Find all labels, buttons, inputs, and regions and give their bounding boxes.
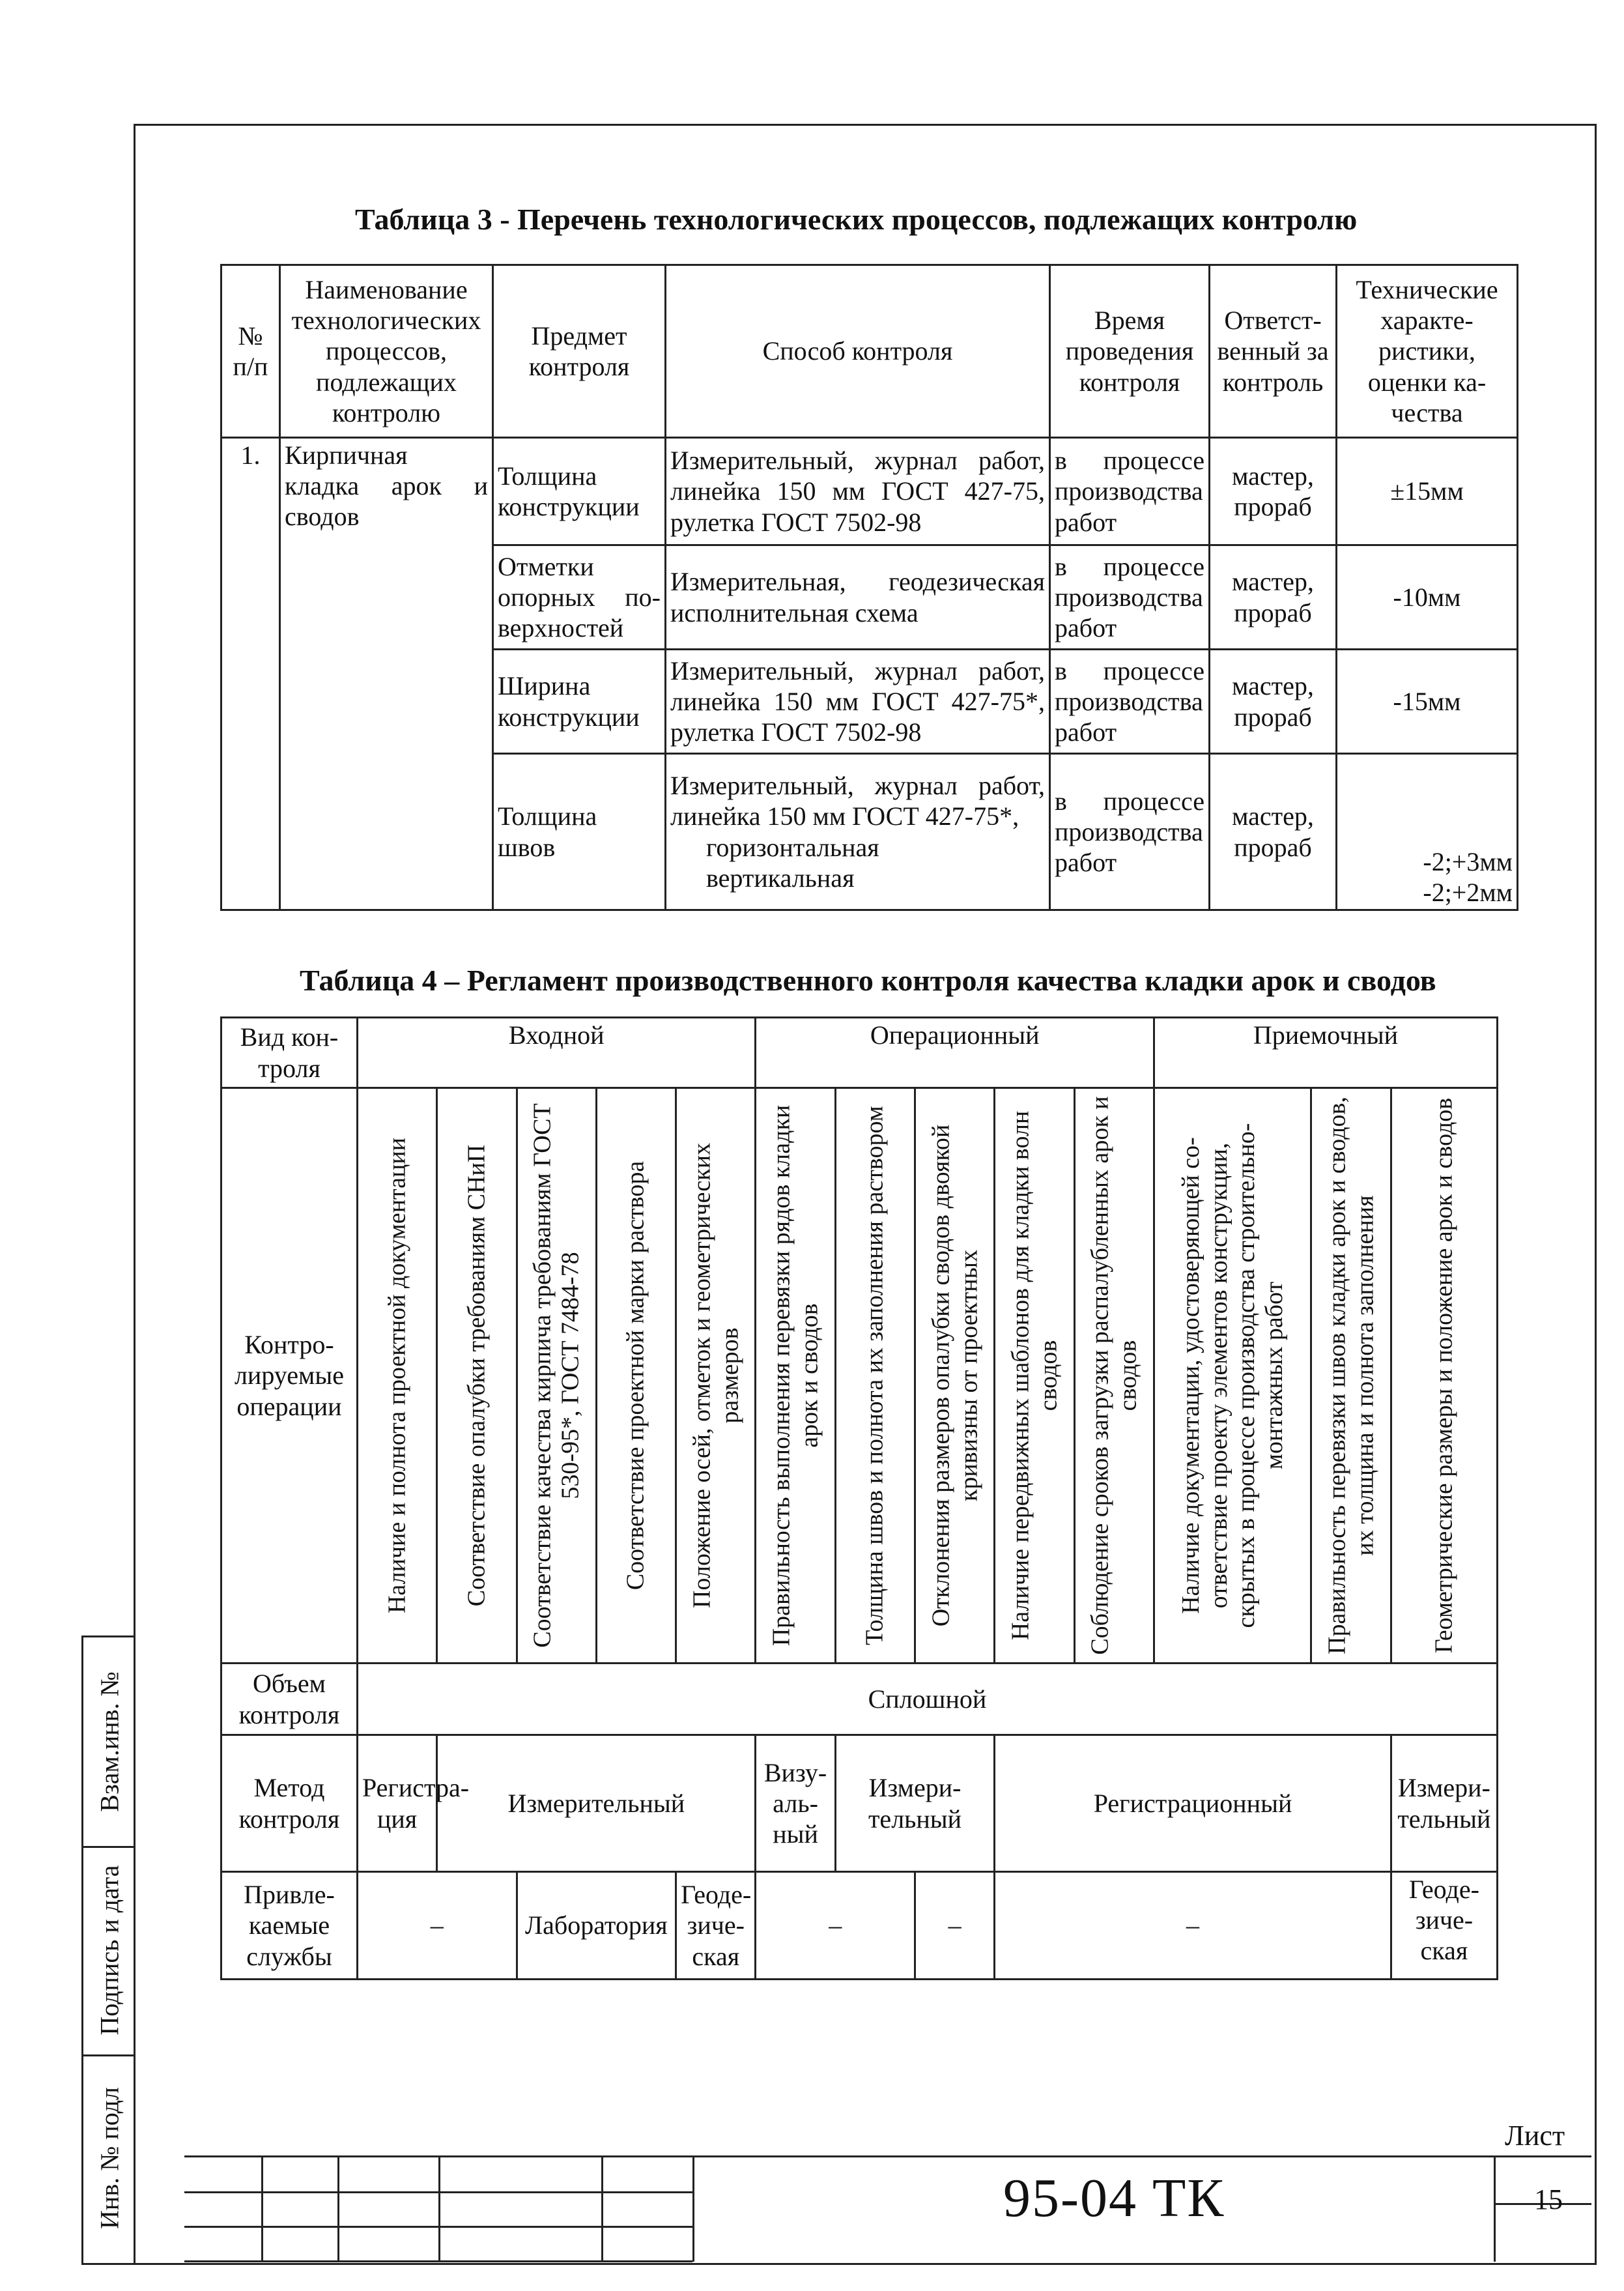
responsible: мастер, прораб	[1210, 545, 1337, 650]
service-cell: –	[357, 1872, 517, 1980]
table3-title: Таблица 3 - Перечень технологических процессов, подлежащих контролю	[355, 203, 1358, 236]
operation-text: Положение осей, отметок и геометрических размеров	[688, 1142, 743, 1609]
control-method: Измерительный, журнал работ, линейка 150 мм ГОСТ 427-75, рулетка ГОСТ 7502-98	[666, 438, 1050, 545]
operation-text: Соответствие проектной марки раствора	[622, 1160, 650, 1591]
method-cell: Регистрация	[357, 1735, 436, 1872]
method-cell: Измерительный	[437, 1735, 756, 1872]
stamp-line	[438, 2157, 440, 2262]
method-sub-horizontal: горизонтальная	[706, 832, 879, 862]
table4-type-row	[221, 1018, 1498, 1088]
tech-spec: ±15мм	[1337, 438, 1518, 545]
control-subject: Толщина конструкции	[493, 438, 666, 545]
control-time: в процессе производства работ	[1050, 650, 1210, 754]
responsible: мастер, прораб	[1210, 438, 1337, 545]
table4-operations-row	[221, 1088, 1498, 1664]
control-subject: Ширина конструкции	[493, 650, 666, 754]
table3	[220, 264, 1518, 911]
row-label-method: Метод контроля	[221, 1735, 358, 1872]
header-cell: Наименование технологических процессов, подлежащих контролю	[280, 265, 493, 438]
table4-services-row	[221, 1872, 1498, 1980]
document-code: 95-04 ТК	[1003, 2168, 1225, 2228]
method-cell: Измерительный	[1391, 1735, 1497, 1872]
operation-cell	[1074, 1088, 1154, 1664]
side-label: Инв. № подл	[94, 2086, 124, 2229]
control-method: Измерительная, геодезическая исполнительная схема	[666, 545, 1050, 650]
method-sub-vertical: вертикальная	[706, 863, 855, 893]
title-block	[184, 2155, 1591, 2263]
table4-title: Таблица 4 – Регламент производственного контроля качества кладки арок и сводов	[300, 964, 1436, 997]
service-cell: Лаборатория	[517, 1872, 676, 1980]
operation-text: Соблюдение сроков загрузки распалубленных арок и сводов	[1086, 1096, 1142, 1655]
control-method: Измерительный, журнал работ, линейка 150 мм ГОСТ 427-75*, рулетка ГОСТ 7502-98	[666, 650, 1050, 754]
sheet-label: Лист	[1505, 2120, 1565, 2152]
service-cell: –	[756, 1872, 915, 1980]
control-method-cell	[666, 754, 1050, 910]
header-cell: Время проведения контроля	[1050, 265, 1210, 438]
operation-text: Соответствие качества кирпича требованиям ГОСТ 530-95*, ГОСТ 7484-78	[528, 1103, 584, 1648]
method-cell: Измерительный	[835, 1735, 995, 1872]
responsible: мастер, прораб	[1210, 754, 1337, 910]
table4	[220, 1016, 1498, 1980]
operation-cell	[517, 1088, 596, 1664]
service-cell: Геодезическая	[1391, 1872, 1497, 1980]
stamp-line	[1494, 2157, 1496, 2262]
tech-spec-cell	[1337, 754, 1518, 910]
control-subject: Отметки опорных поверхностей	[493, 545, 666, 650]
stamp-line	[261, 2157, 263, 2262]
table-row	[221, 438, 1518, 545]
operation-text: Отклонения размеров опалубки сводов двоякой кривизны от проектных	[927, 1124, 982, 1627]
control-method: Измерительный, журнал работ, линейка 150 мм ГОСТ 427-75*,	[670, 771, 1045, 831]
process-name: Кирпичная кладка арок и сводов	[280, 438, 493, 910]
operation-cell	[995, 1088, 1074, 1664]
operation-text: Правильность перевязки швов кладки арок и сводов, их толщина и полнота заполнения	[1323, 1097, 1379, 1654]
row-label-operations: Контролируемые операции	[221, 1088, 358, 1664]
stamp-line	[337, 2157, 339, 2262]
operation-cell	[596, 1088, 676, 1664]
operation-cell	[1311, 1088, 1391, 1664]
operation-cell	[1154, 1088, 1311, 1664]
operation-cell	[437, 1088, 517, 1664]
row-label-services: Привлекаемые службы	[221, 1872, 358, 1980]
side-stamp	[81, 1635, 135, 2265]
control-time: в процессе производства работ	[1050, 438, 1210, 545]
operation-cell	[756, 1088, 835, 1664]
tech-spec: -10мм	[1337, 545, 1518, 650]
header-cell: № п/п	[221, 265, 280, 438]
header-cell: Предмет контроля	[493, 265, 666, 438]
operation-text: Наличие передвижных шаблонов для кладки волн сводов	[1006, 1110, 1062, 1641]
operation-text: Соответствие опалубки требованиям СНиП	[463, 1144, 491, 1607]
sheet-number: 15	[1534, 2183, 1563, 2215]
row-label-volume: Объем контроля	[221, 1664, 358, 1735]
group-acceptance: Приемочный	[1154, 1018, 1497, 1088]
header-cell: Технические характеристики, оценки качества	[1337, 265, 1518, 438]
method-cell: Визуальный	[756, 1735, 835, 1872]
side-cell-replace-inv	[83, 1637, 135, 1848]
group-incoming: Входной	[357, 1018, 755, 1088]
row-number: 1.	[221, 438, 280, 910]
side-label: Взам.инв. №	[94, 1671, 124, 1812]
tech-spec: -15мм	[1337, 650, 1518, 754]
tech-spec-vertical: -2;+2мм	[1423, 877, 1513, 907]
stamp-line	[692, 2157, 694, 2262]
operation-text: Наличие и полнота проектной документации	[383, 1138, 411, 1614]
table4-volume-row	[221, 1664, 1498, 1735]
control-subject: Толщина швов	[493, 754, 666, 910]
operation-text: Правильность выполнения перевязки рядов кладки арок и сводов	[767, 1104, 823, 1647]
side-cell-inv-orig	[83, 2054, 135, 2261]
method-cell: Регистрационный	[995, 1735, 1391, 1872]
side-label: Подпись и дата	[94, 1865, 124, 2036]
group-operational: Операционный	[756, 1018, 1154, 1088]
operation-cell	[1391, 1088, 1497, 1664]
operation-text: Наличие документации, удостоверяющей соответствие проекту элементов конструкции, скрытых в процессе производства строительно-монтажных работ	[1177, 1123, 1288, 1628]
operation-cell	[357, 1088, 436, 1664]
operation-cell	[676, 1088, 756, 1664]
stamp-line	[601, 2157, 603, 2262]
operation-cell	[915, 1088, 995, 1664]
tech-spec-horizontal: -2;+3мм	[1423, 846, 1513, 876]
responsible: мастер, прораб	[1210, 650, 1337, 754]
control-time: в процессе производства работ	[1050, 754, 1210, 910]
volume-value: Сплошной	[357, 1664, 1497, 1735]
table4-method-row	[221, 1735, 1498, 1872]
service-cell: –	[995, 1872, 1391, 1980]
row-label-type: Вид контроля	[221, 1018, 358, 1088]
side-cell-signature	[83, 1846, 135, 2056]
operation-cell	[835, 1088, 915, 1664]
table3-header-row	[221, 265, 1518, 438]
operation-text: Геометрические размеры и положение арок и сводов	[1430, 1097, 1458, 1654]
control-time: в процессе производства работ	[1050, 545, 1210, 650]
service-cell: –	[915, 1872, 995, 1980]
header-cell: Способ контроля	[666, 265, 1050, 438]
operation-text: Толщина швов и полнота их заполнения раствором	[861, 1106, 889, 1645]
service-cell: Геодезическая	[676, 1872, 756, 1980]
header-cell: Ответственный за контроль	[1210, 265, 1337, 438]
